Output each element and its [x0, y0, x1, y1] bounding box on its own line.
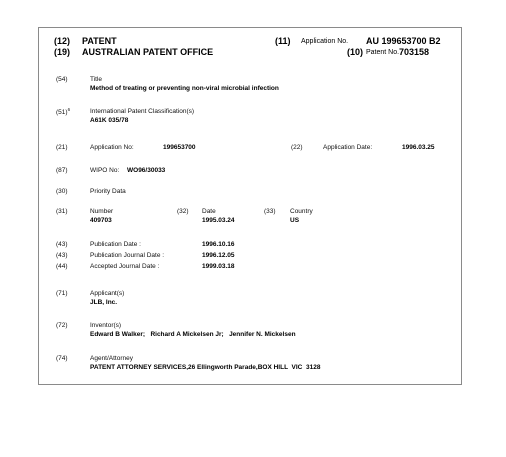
- application-label: Application No:: [90, 144, 134, 151]
- code-11: (11): [275, 36, 291, 46]
- application-number-label: Application No.: [301, 38, 349, 45]
- wipo-value: WO96/30033: [127, 167, 166, 174]
- application-date-code: (22): [291, 144, 303, 151]
- application-number-value: AU 199653700 B2: [366, 36, 441, 46]
- title-label: Title: [90, 76, 103, 83]
- applicant-value: JLB, Inc.: [90, 299, 118, 306]
- priority-number-value: 409703: [90, 217, 112, 224]
- patent-abstract-sheet: [38, 27, 462, 385]
- title-value: Method of treating or preventing non-viral microbial infection: [90, 85, 279, 92]
- publication-journal-code: (43): [56, 252, 68, 259]
- priority-country-code: (33): [264, 208, 276, 215]
- ipc-value: A61K 035/78: [90, 117, 129, 124]
- application-date-value: 1996.03.25: [402, 144, 435, 151]
- application-value: 199653700: [163, 144, 196, 151]
- applicant-label: Applicant(s): [90, 290, 125, 297]
- application-date-label: Application Date:: [323, 144, 373, 151]
- agent-value: PATENT ATTORNEY SERVICES,26 Ellingworth Parade,BOX HILL VIC 3128: [90, 364, 321, 371]
- applicant-code: (71): [56, 290, 68, 297]
- publication-date-code: (43): [56, 241, 68, 248]
- publication-journal-label: Publication Journal Date :: [90, 252, 165, 259]
- ipc-code: $(51)^6$: [56, 107, 71, 117]
- code-12: (12): [54, 36, 71, 46]
- patent-office: AUSTRALIAN PATENT OFFICE: [82, 47, 214, 57]
- code-10: (10): [347, 47, 364, 57]
- wipo-code: (87): [56, 167, 68, 174]
- priority-label: Priority Data: [90, 188, 126, 195]
- agent-code: (74): [56, 355, 68, 362]
- document-type: PATENT: [82, 36, 117, 46]
- patent-number-label: Patent No.: [366, 49, 400, 56]
- inventors-value: Edward B Walker; Richard A Mickelsen Jr; Jennifer N. Mickelsen: [90, 331, 296, 338]
- priority-number-label: Number: [90, 208, 114, 215]
- publication-date-label: Publication Date :: [90, 241, 141, 248]
- accepted-journal-value: 1999.03.18: [202, 263, 235, 270]
- inventors-label: Inventor(s): [90, 322, 122, 329]
- inventors-code: (72): [56, 322, 68, 329]
- wipo-label: WIPO No:: [90, 167, 120, 174]
- priority-number-code: (31): [56, 208, 68, 215]
- priority-country-value: US: [290, 217, 300, 224]
- patent-number-value: 703158: [399, 47, 430, 57]
- code-19: (19): [54, 47, 71, 57]
- priority-date-value: 1995.03.24: [202, 217, 235, 224]
- priority-code: (30): [56, 188, 68, 195]
- priority-country-label: Country: [290, 208, 313, 215]
- agent-label: Agent/Attorney: [90, 355, 133, 362]
- priority-date-code: (32): [177, 208, 189, 215]
- accepted-journal-label: Accepted Journal Date :: [90, 263, 160, 270]
- priority-date-label: Date: [202, 208, 216, 215]
- publication-date-value: 1996.10.16: [202, 241, 235, 248]
- accepted-journal-code: (44): [56, 263, 68, 270]
- publication-journal-value: 1996.12.05: [202, 252, 235, 259]
- application-code: (21): [56, 144, 68, 151]
- ipc-label: International Patent Classification(s): [90, 108, 195, 115]
- title-code: (54): [56, 76, 68, 83]
